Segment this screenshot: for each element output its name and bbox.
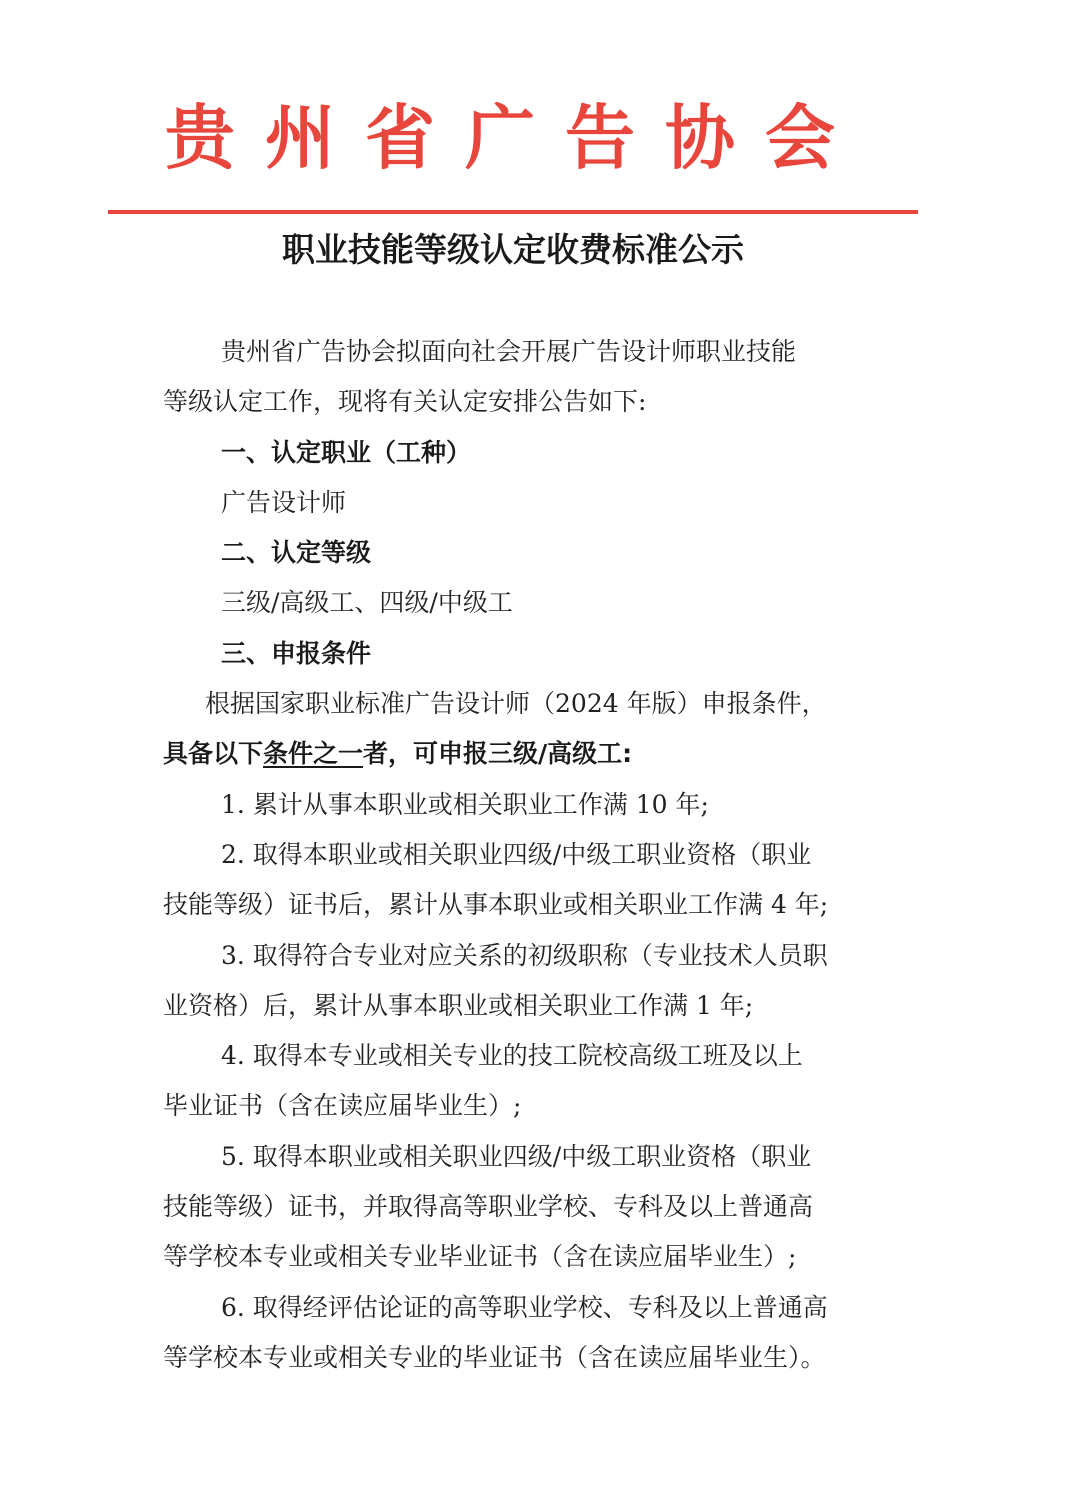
section-heading-occupation: 一、认定职业（工种） — [221, 437, 472, 467]
requirement-item-4-line1: 4. 取得本专业或相关专业的技工院校高级工班及以上 — [221, 1041, 803, 1071]
requirement-item-2-line1: 2. 取得本职业或相关职业四级/中级工职业资格（职业 — [221, 839, 812, 869]
document-body — [163, 327, 903, 1383]
requirements-lead-part1: 具备以下 — [163, 739, 264, 769]
requirement-item-6-line1: 6. 取得经评估论证的高等职业学校、专科及以上普通高 — [221, 1292, 828, 1322]
requirements-lead-part2: 者，可申报三级/高级工: — [363, 739, 633, 769]
requirement-item-6-line2: 等学校本专业或相关专业的毕业证书（含在读应届毕业生）。 — [163, 1342, 826, 1372]
requirement-item-5-line3: 等学校本专业或相关专业毕业证书（含在读应届毕业生）; — [163, 1242, 797, 1272]
intro-paragraph-line1: 贵州省广告协会拟面向社会开展广告设计师职业技能 — [221, 337, 797, 366]
requirement-item-1: 1. 累计从事本职业或相关职业工作满 10 年; — [221, 789, 709, 819]
section-heading-level: 二、认定等级 — [221, 538, 372, 568]
requirements-lead-underlined: 条件之一 — [263, 739, 364, 769]
requirements-basis: 根据国家职业标准广告设计师（2024 年版）申报条件， — [205, 689, 827, 719]
requirement-item-4-line2: 毕业证书（含在读应届毕业生）; — [163, 1091, 522, 1121]
intro-paragraph-line2: 等级认定工作，现将有关认定安排公告如下: — [163, 387, 647, 417]
requirement-item-2-line2: 技能等级）证书后，累计从事本职业或相关职业工作满 4 年; — [163, 890, 829, 920]
document-title: 职业技能等级认定收费标准公示 — [282, 230, 744, 269]
section-heading-requirements: 三、申报条件 — [221, 638, 372, 668]
occupation-value: 广告设计师 — [221, 487, 347, 517]
requirement-item-3-line1: 3. 取得符合专业对应关系的初级职称（专业技术人员职 — [221, 940, 828, 970]
requirement-item-5-line1: 5. 取得本职业或相关职业四级/中级工职业资格（职业 — [221, 1141, 812, 1171]
letterhead-title: 贵州省广告协会 — [165, 96, 865, 179]
level-value: 三级/高级工、四级/中级工 — [221, 588, 513, 618]
letterhead-divider — [108, 210, 918, 214]
requirement-item-5-line2: 技能等级）证书，并取得高等职业学校、专科及以上普通高 — [163, 1192, 814, 1222]
requirement-item-3-line2: 业资格）后，累计从事本职业或相关职业工作满 1 年; — [163, 990, 754, 1020]
requirements-lead — [163, 729, 903, 779]
